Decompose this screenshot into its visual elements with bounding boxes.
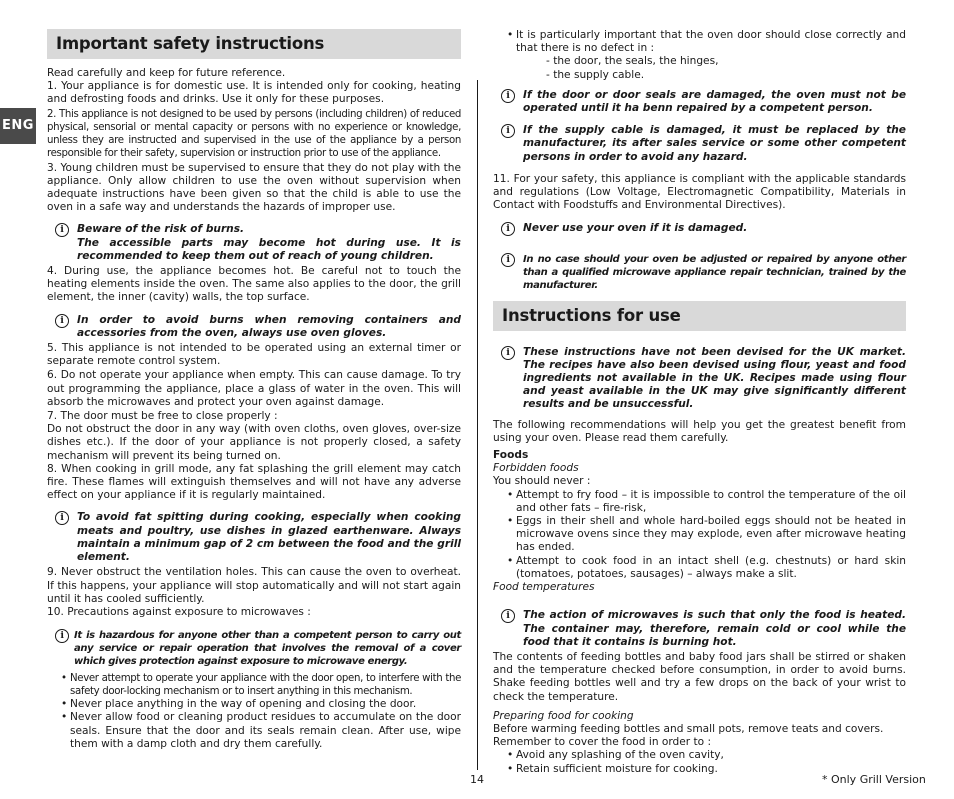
para-11: 11. For your safety, this appliance is compliant with the applicable standards and regulations (Low Voltage, Electromagnetic Compatibility, Materials in Contact with Foodstuffs and Environmental Directives). (493, 172, 906, 212)
list-item: • Attempt to fry food – it is impossible to control the temperature of the oil and other fats – fire-risk, (493, 489, 906, 515)
note-burns-heading: Beware of the risk of burns. (77, 223, 245, 236)
column-divider (477, 80, 478, 770)
para-7-heading: 7. The door must be free to close properly : (47, 410, 278, 423)
info-icon: i (55, 511, 69, 525)
para-3: 3. Young children must be supervised to ensure that they do not play with the appliance. Only allow children to use the oven without supervision when adequate instructions have been given so that the child is able to use the oven in a safe way and understands the hazards of improper use. (47, 161, 461, 214)
note-damaged-oven (493, 222, 906, 235)
para-5: 5. This appliance is not intended to be operated using an external timer or separate remote control system. (47, 342, 461, 368)
language-tab: ENG (0, 108, 36, 144)
note-gloves-text: In order to avoid burns when removing containers and accessories from the oven, always use oven gloves. (77, 313, 461, 339)
list-item: • Retain sufficient moisture for cooking. (493, 763, 906, 776)
info-icon: i (501, 609, 515, 623)
note-repair-technician-text: In no case should your oven be adjusted or repaired by anyone other than a qualified microwave appliance repair technician, trained by the manufacturer. (523, 253, 906, 291)
para-recommendations: The following recommendations will help you get the greatest benefit from using your oven. Please read them carefully. (493, 418, 906, 444)
heading-foods: Foods (493, 449, 529, 462)
info-icon: i (501, 253, 515, 267)
note-uk-market (493, 346, 906, 412)
para-2: 2. This appliance is not designed to be used by persons (including children) of reduced physical, sensorial or mental capacity or persons with no experience or knowledge, unless they are instructed and supervised in the use of the appliance by a person responsible for their safety, supervision or instruction prior to use of the appliance. (47, 108, 461, 159)
heading-forbidden-foods: Forbidden foods (493, 462, 579, 475)
para-6: 6. Do not operate your appliance when empty. This can cause damage. To try out programming the appliance, place a glass of water in the oven. This will absorb the microwaves and protect your oven against damage. (47, 369, 461, 408)
info-icon: i (501, 124, 515, 138)
list-item: • Attempt to cook food in an intact shell (e.g. chestnuts) or hard skin (tomatoes, potatoes, sausages) – always make a slit. (493, 555, 906, 581)
footnote: * Only Grill Version (822, 773, 926, 786)
heading-preparing-food: Preparing food for cooking (493, 709, 634, 722)
right-column (493, 0, 906, 776)
page-number: 14 (470, 773, 484, 786)
note-door-damaged (493, 89, 906, 115)
para-8: 8. When cooking in grill mode, any fat splashing the grill element may catch fire. These flames will extinguish themselves and will not have any adverse effect on your appliance if it is regularly maintained. (47, 462, 461, 502)
note-microwave-hazard-text: It is hazardous for anyone other than a competent person to carry out any service or repair operation that involves the removal of a cover which gives protection against exposure to microwave energy. (74, 630, 461, 668)
section-title-instructions: Instructions for use (493, 301, 906, 331)
info-icon: i (501, 89, 515, 103)
intro-text: Read carefully and keep for future reference. (47, 67, 286, 79)
note-gloves (47, 314, 461, 340)
list-item: • It is particularly important that the oven door should close correctly and that there is no defect in : (493, 29, 906, 55)
para-warming: Before warming feeding bottles and small pots, remove teats and covers. (493, 722, 884, 735)
para-10: 10. Precautions against exposure to microwaves : (47, 605, 311, 618)
heading-food-temperatures: Food temperatures (493, 581, 595, 594)
note-microwave-hazard (47, 629, 461, 668)
info-icon: i (501, 222, 515, 236)
list-item: • Never attempt to operate your appliance with the door open, to interfere with the safety door-locking mechanism or to insert anything in this mechanism. (47, 672, 461, 698)
cover-food-list (493, 749, 906, 775)
section-title-safety: Important safety instructions (47, 29, 461, 59)
para-feeding-bottles: The contents of feeding bottles and baby food jars shall be stirred or shaken and the temperature checked before consumption, in order to avoid burns. Shake feeding bottles well and try a few drops on the back of your wrist to check the temperature. (493, 650, 906, 703)
note-fat-text: To avoid fat spitting during cooking, especially when cooking meats and poultry, use dishes in glazed earthenware. Always maintain a minimum gap of 2 cm between the food and the grill element. (77, 511, 461, 564)
note-microwave-heating-text: The action of microwaves is such that only the food is heated. The container may, therefore, remain cold or cool while the food that it contains is burning hot. (523, 609, 906, 648)
list-item: • Avoid any splashing of the oven cavity, (493, 749, 906, 762)
note-damaged-oven-text: Never use your oven if it is damaged. (523, 222, 748, 235)
door-check-sublist (493, 55, 906, 81)
info-icon: i (501, 346, 515, 360)
you-should-never: You should never : (493, 475, 591, 488)
note-supply-cable-text: If the supply cable is damaged, it must be replaced by the manufacturer, its after sales service or some other competent persons in order to avoid any hazard. (523, 124, 906, 163)
para-9: 9. Never obstruct the ventilation holes. This can cause the oven to overheat. If this happens, your appliance will stop automatically and will not start again until it has cooled sufficiently. (47, 566, 461, 605)
note-repair-technician (493, 253, 906, 292)
info-icon: i (55, 314, 69, 328)
sub-item: - the supply cable. (546, 68, 645, 81)
para-1: 1. Your appliance is for domestic use. It is intended only for cooking, heating and defrosting foods and drinks. Use it only for these purposes. (47, 80, 461, 106)
list-item: • Never allow food or cleaning product residues to accumulate on the door seals. Ensure that the door and its seals remain clean. After use, wipe them with a damp cloth and dry them carefully. (47, 711, 461, 751)
note-microwave-heating (493, 609, 906, 649)
note-burns-body: The accessible parts may become hot during use. It is recommended to keep them out of reach of young children. (77, 236, 461, 262)
para-7-body: Do not obstruct the door in any way (with oven cloths, oven gloves, over-size dishes etc.). If the door of your appliance is not properly closed, a safety mechanism will prevent its being turned on. (47, 423, 461, 462)
note-door-damaged-text: If the door or door seals are damaged, the oven must not be operated until it ha benn repaired by a competent person. (523, 88, 906, 115)
microwave-precautions-list (47, 672, 461, 751)
note-fat (47, 511, 461, 564)
sub-item: - the door, the seals, the hinges, (546, 55, 719, 68)
para-4: 4. During use, the appliance becomes hot. Be careful not to touch the heating elements inside the oven. The same also applies to the door, the grill element, the inner (cavity) walls, the top surface. (47, 265, 461, 304)
left-column (47, 0, 461, 751)
door-check-list (493, 29, 906, 55)
forbidden-foods-list (493, 489, 906, 581)
list-item: • Eggs in their shell and whole hard-boiled eggs should not be heated in microwave ovens since they may explode, even after microwave heating has ended. (493, 515, 906, 555)
note-burns (47, 223, 461, 263)
info-icon: i (55, 629, 69, 643)
list-item: • Never place anything in the way of opening and closing the door. (47, 698, 461, 711)
note-uk-market-text: These instructions have not been devised for the UK market. The recipes have also been devised using flour, yeast and food ingredients not available in the UK. Recipes made using flour and yeast available in the UK may give significantly different results and be unsuccessful. (523, 345, 906, 411)
info-icon: i (55, 223, 69, 237)
para-cover-food: Remember to cover the food in order to : (493, 736, 712, 749)
note-supply-cable (493, 124, 906, 164)
